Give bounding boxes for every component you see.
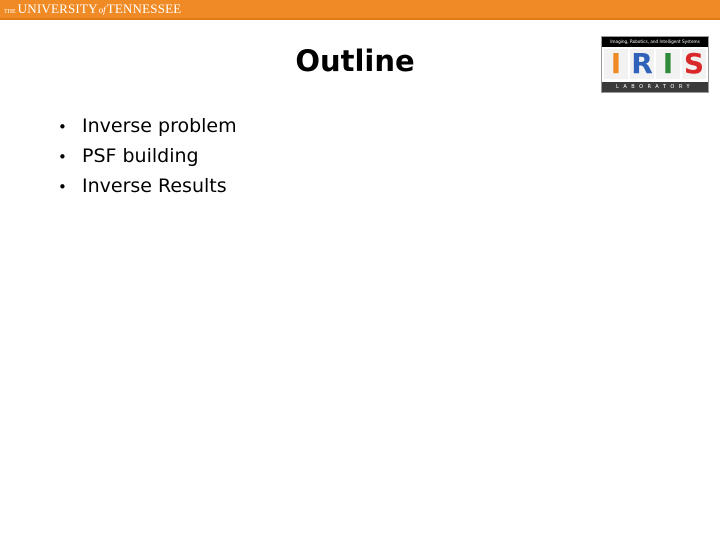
outline-bullet-list	[58, 112, 237, 202]
logo-of: of	[98, 5, 106, 15]
bullet-text: PSF building	[82, 145, 199, 167]
bullet-text: Inverse problem	[82, 115, 237, 137]
iris-logo-tagline: Imaging, Robotics, and Intelligent Systems	[602, 37, 708, 47]
logo-university: UNIVERSITY	[17, 1, 98, 16]
logo-the: THE	[4, 9, 16, 15]
logo-tennessee: TENNESSEE	[106, 1, 182, 16]
bullet-item	[58, 172, 237, 202]
iris-letter: I	[604, 49, 628, 79]
bullet-item	[58, 142, 237, 172]
bullet-icon: •	[58, 148, 67, 166]
iris-letter: S	[683, 47, 705, 80]
iris-logo-laboratory: LABORATORY	[602, 82, 708, 92]
slide-title: Outline	[295, 44, 415, 78]
bullet-item	[58, 112, 237, 142]
iris-letter: I	[656, 49, 680, 79]
iris-logo-letters	[604, 49, 706, 79]
university-header-bar	[0, 0, 720, 20]
bullet-icon: •	[58, 178, 67, 196]
bullet-icon: •	[58, 118, 67, 136]
university-of-tennessee-logo	[4, 1, 181, 17]
bullet-text: Inverse Results	[82, 175, 227, 197]
iris-lab-logo	[601, 36, 709, 93]
iris-letter: R	[631, 47, 653, 80]
